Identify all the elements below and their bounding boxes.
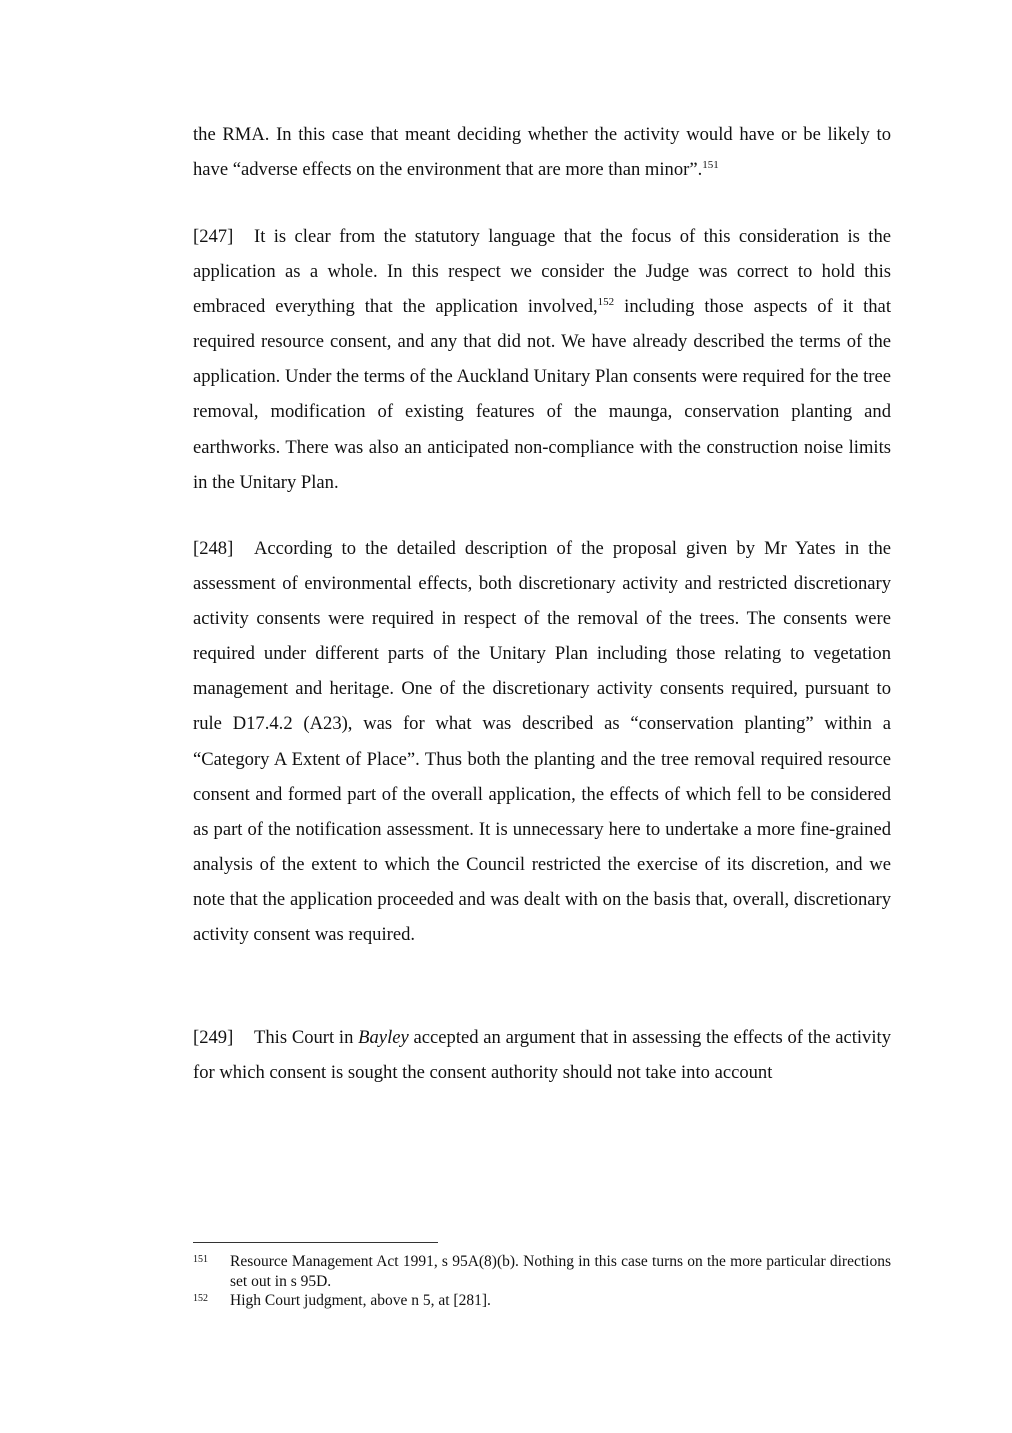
paragraph-247 (193, 219, 891, 500)
paragraph-number: [249] (193, 1027, 234, 1048)
paragraph-text: It is clear from the statutory language that the focus of this consideration is the application as a whole. In this respect we consider the Judge was correct to hold this embraced everything that the application involved, (193, 226, 891, 318)
paragraph-249-body (193, 1020, 891, 1090)
paragraph-text-continued: accepted an argument that in assessing the effects of the activity for which consent is sought the consent authority should not take into account (193, 1027, 891, 1084)
paragraph-text-continued: including those aspects of it that required resource consent, and any that did not. We have already described the terms of the application. Under the terms of the Auckland Unitary Plan consents were required for the tree removal, modification of existing features of the maunga, conservation planting and earthworks. There was also an anticipated non-compliance with the construction noise limits in the Unitary Plan. (193, 296, 891, 493)
footnote-text: High Court judgment, above n 5, at [281]. (230, 1292, 491, 1309)
paragraph-number: [248] (193, 538, 234, 559)
paragraph-249 (193, 1020, 891, 1090)
continuation-paragraph (193, 117, 891, 187)
case-name-italic: Bayley (358, 1027, 409, 1048)
footnotes (193, 1252, 891, 1311)
footnote-separator (193, 1242, 438, 1243)
footnote-number: 152 (193, 1293, 208, 1304)
footnote-ref-152[interactable]: 152 (597, 296, 615, 309)
paragraph-248-body (193, 531, 891, 952)
paragraph-247-body (193, 219, 891, 500)
paragraph-number: [247] (193, 226, 234, 247)
paragraph-text: the RMA. In this case that meant deciding whether the activity would have or be likely to have “adverse effects on the environment that are more than minor”. (193, 124, 891, 181)
footnote-ref-151[interactable]: 151 (702, 159, 719, 172)
paragraph-continuation (193, 117, 891, 187)
footnote-151 (193, 1252, 891, 1291)
footnote-number: 151 (193, 1254, 208, 1265)
paragraph-248 (193, 531, 891, 952)
footnote-text: Resource Management Act 1991, s 95A(8)(b). Nothing in this case turns on the more particular directions set out in s 95D. (230, 1253, 891, 1290)
paragraph-text: According to the detailed description of the proposal given by Mr Yates in the assessment of environmental effects, both discretionary activity and restricted discretionary activity consents were required in respect of the removal of the trees. The consents were required under different parts of the Unitary Plan including those relating to vegetation management and heritage. One of the discretionary activity consents required, pursuant to rule D17.4.2 (A23), was for what was described as “conservation planting” within a “Category A Extent of Place”. Thus both the planting and the tree removal required resource consent and formed part of the overall application, the effects of which fell to be considered as part of the notification assessment. It is unnecessary here to undertake a more fine-grained analysis of the extent to which the Council restricted the exercise of its discretion, and we note that the application proceeded and was dealt with on the basis that, overall, discretionary activity consent was required. (193, 538, 891, 946)
footnote-152 (193, 1291, 891, 1311)
paragraph-text: This Court in (254, 1027, 359, 1048)
